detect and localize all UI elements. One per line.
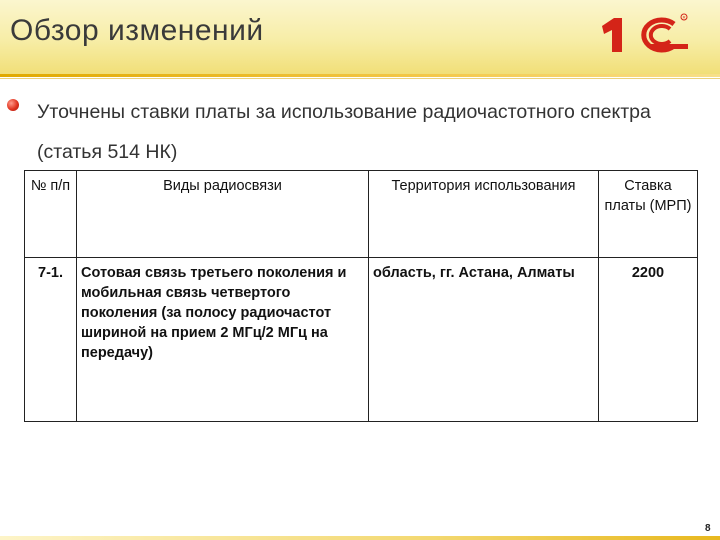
- header-divider-thin: [0, 78, 720, 79]
- slide-title: Обзор изменений: [10, 14, 264, 47]
- cell-rate: 2200: [599, 258, 698, 422]
- svg-text:R: R: [682, 14, 686, 20]
- header-band: [0, 0, 720, 74]
- header-kind: Виды радиосвязи: [77, 171, 369, 258]
- header-divider: [0, 74, 720, 77]
- header-territory: Территория использования: [369, 171, 599, 258]
- bullet-icon: [7, 99, 19, 111]
- table-row: [25, 258, 698, 422]
- table-header-row: [25, 171, 698, 258]
- header-num: № п/п: [25, 171, 77, 258]
- cell-territory: область, гг. Астана, Алматы: [369, 258, 599, 422]
- bullet-text: Уточнены ставки платы за использование радиочастотного спектра (статья 514 НК): [37, 101, 651, 163]
- footer-rule: [0, 536, 720, 540]
- page-number: 8: [705, 523, 711, 534]
- rates-table: [24, 170, 698, 422]
- cell-num: 7-1.: [25, 258, 77, 422]
- cell-kind: Сотовая связь третьего поколения и мобильная связь четвертого поколения (за полосу радиочастот шириной на прием 2 МГц/2 МГц на передачу): [77, 258, 369, 422]
- header-rate: Ставка платы (МРП): [599, 171, 698, 258]
- 1c-logo: [598, 12, 690, 54]
